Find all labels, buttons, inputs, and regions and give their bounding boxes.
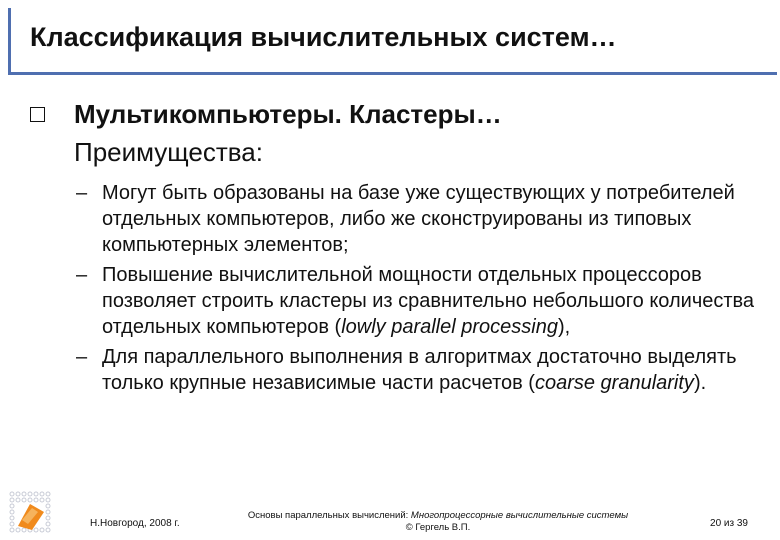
term-italic: coarse granularity [534, 372, 694, 394]
term-italic: lowly parallel processing [341, 316, 558, 338]
university-logo-icon [8, 490, 54, 534]
footer-course-title: Многопроцессорные вычислительные системы [410, 510, 629, 521]
list-item [76, 344, 766, 396]
footer [0, 480, 780, 540]
main-bullet [30, 95, 770, 171]
main-bullet-text [74, 95, 770, 171]
advantages-label: Преимущества: [74, 137, 263, 167]
list-item-text: Могут быть образованы на базе уже существующих у потребителей отдельных компьютеров, либо же сконструированы из типовых компьютерных элементов; [102, 182, 735, 256]
page-number: 20 из 39 [710, 518, 748, 529]
list-item [76, 262, 766, 340]
dash-bullet-icon: – [76, 346, 88, 368]
list-item [76, 180, 766, 258]
footer-course [238, 510, 638, 534]
list-item-text-end: ). [693, 372, 707, 394]
advantages-list [76, 180, 766, 396]
footer-place-date: Н.Новгород, 2008 г. [90, 518, 180, 529]
square-bullet-icon [30, 107, 45, 122]
footer-course-prefix: Основы параллельных вычислений: [247, 510, 411, 521]
list-item-text-end: ), [557, 316, 571, 338]
footer-author: © Гергель В.П. [405, 522, 471, 533]
slide-title: Классификация вычислительных систем… [30, 22, 617, 52]
main-bullet-heading: Мультикомпьютеры. Кластеры… [74, 99, 502, 129]
list-item-text: Повышение вычислительной мощности отдельных процессоров позволяет строить кластеры из сравнительно небольшого количества отдельных компьютеров ( [102, 264, 755, 338]
dash-bullet-icon: – [76, 182, 88, 204]
dash-bullet-icon: – [76, 264, 88, 286]
list-item-text: Для параллельного выполнения в алгоритмах достаточно выделять только крупные независимые части расчетов ( [102, 346, 737, 394]
